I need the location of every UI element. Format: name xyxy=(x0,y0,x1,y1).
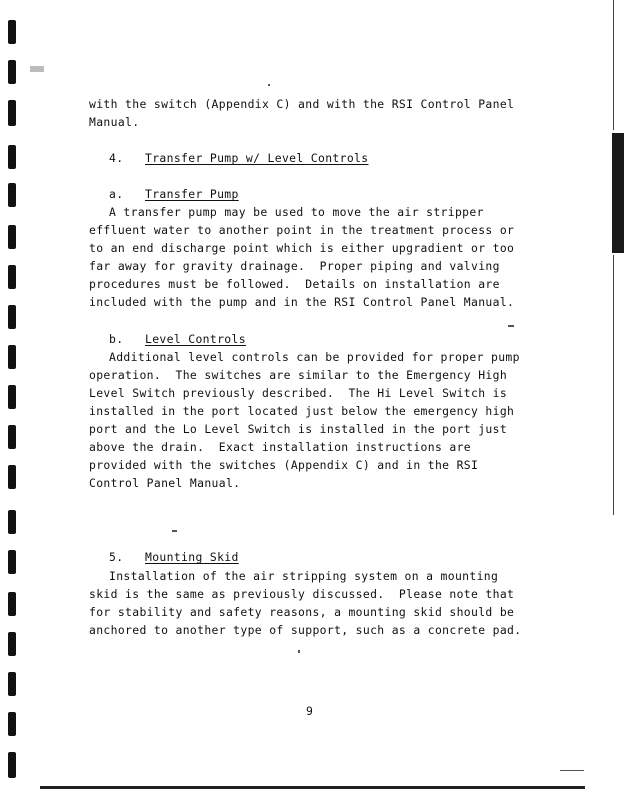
body-line: far away for gravity drainage. Proper piping and valving xyxy=(89,259,500,273)
section-heading: Transfer Pump w/ Level Controls xyxy=(145,151,369,165)
body-line: port and the Lo Level Switch is installed in the port just xyxy=(89,422,508,436)
scan-speck xyxy=(268,84,270,86)
body-line: provided with the switches (Appendix C) and in the RSI xyxy=(89,458,479,472)
scan-speck xyxy=(508,325,514,327)
body-line: above the drain. Exact installation instructions are xyxy=(89,440,472,454)
body-line: skid is the same as previously discussed. Please note that xyxy=(89,587,515,601)
binder-mark xyxy=(8,592,16,616)
body-line: to an end discharge point which is either upgradient or too xyxy=(89,241,515,255)
binder-mark xyxy=(8,345,16,369)
body-line: included with the pump and in the RSI Control Panel Manual. xyxy=(89,295,515,309)
scan-edge-line xyxy=(613,0,614,130)
binder-mark xyxy=(8,20,16,44)
body-line: effluent water to another point in the treatment process or xyxy=(89,223,515,237)
binder-mark xyxy=(8,305,16,329)
subsection-number: a. xyxy=(109,187,124,201)
scan-speck xyxy=(560,770,584,771)
binder-mark xyxy=(8,425,16,449)
subsection-number: b. xyxy=(109,332,124,346)
body-line: with the switch (Appendix C) and with the RSI Control Panel xyxy=(89,97,515,111)
binder-mark xyxy=(8,385,16,409)
body-line: Level Switch previously described. The Hi Level Switch is xyxy=(89,386,508,400)
binder-mark xyxy=(8,60,16,84)
scan-speck xyxy=(298,650,300,653)
binder-mark xyxy=(8,183,16,207)
bottom-rule xyxy=(40,786,585,789)
binder-mark xyxy=(8,265,16,289)
body-line: installed in the port located just below the emergency high xyxy=(89,404,515,418)
scan-speck xyxy=(30,66,44,72)
binder-mark xyxy=(8,672,16,696)
binder-mark xyxy=(8,550,16,574)
body-line: procedures must be followed. Details on installation are xyxy=(89,277,500,291)
section-number: 5. xyxy=(109,550,124,564)
body-line: Control Panel Manual. xyxy=(89,476,241,490)
scan-speck xyxy=(172,530,177,532)
body-line: Manual. xyxy=(89,115,140,129)
body-line: anchored to another type of support, such as a concrete pad. xyxy=(89,623,522,637)
scan-edge-bar xyxy=(612,133,624,253)
subsection-heading: Transfer Pump xyxy=(145,187,239,201)
binder-mark xyxy=(8,632,16,656)
body-line: for stability and safety reasons, a mounting skid should be xyxy=(89,605,515,619)
binder-mark xyxy=(8,752,16,778)
section-heading: Mounting Skid xyxy=(145,550,239,564)
subsection-heading: Level Controls xyxy=(145,332,246,346)
binder-mark xyxy=(8,100,16,126)
binder-mark xyxy=(8,465,16,489)
binder-mark xyxy=(8,510,16,534)
body-line: Additional level controls can be provided for proper pump xyxy=(109,350,520,364)
binder-mark xyxy=(8,712,16,736)
section-number: 4. xyxy=(109,151,124,165)
scan-edge-line xyxy=(613,255,614,515)
body-line: A transfer pump may be used to move the air stripper xyxy=(109,205,484,219)
binder-mark xyxy=(8,145,16,169)
body-line: Installation of the air stripping system on a mounting xyxy=(109,569,499,583)
binder-mark xyxy=(8,225,16,249)
body-line: operation. The switches are similar to the Emergency High xyxy=(89,368,508,382)
page-number: 9 xyxy=(306,704,313,718)
